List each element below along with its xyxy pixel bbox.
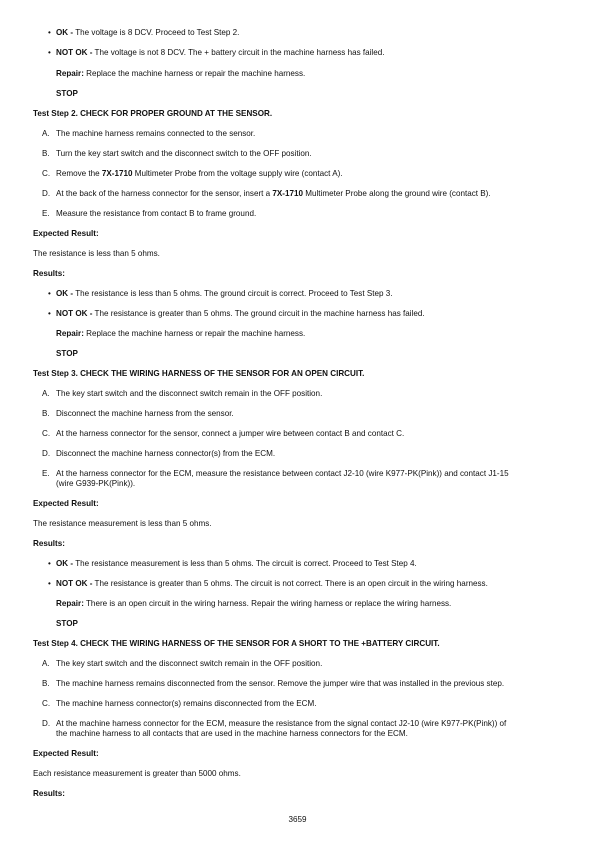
step-text: The machine harness remains disconnected from the sensor. Remove the jumper wire that was installed in the previous step. [56,679,505,688]
step-text: Turn the key start switch and the disconnect switch to the OFF position. [56,149,312,158]
test-step-2-heading: Test Step 2. CHECK FOR PROPER GROUND AT THE SENSOR. [33,109,273,118]
expected-result-label: Expected Result: [33,229,99,238]
expected-result-text: The resistance is less than 5 ohms. [33,249,160,258]
ok-label: OK - [56,289,74,298]
step-marker: D. [42,719,51,728]
notok-label: NOT OK - [56,48,93,57]
step-marker: A. [42,129,50,138]
step-marker: C. [42,169,51,178]
step-marker: B. [42,679,50,688]
step-item [42,449,275,459]
step-item [42,699,316,709]
repair-label: Repair: [56,599,84,608]
step-text: The machine harness connector(s) remains disconnected from the ECM. [56,699,317,708]
step-item [42,209,256,219]
step-item [42,169,343,179]
page-number: 3659 [288,815,307,824]
step-text-part: Multimeter Probe along the ground wire (contact B). [303,189,491,198]
step-marker: D. [42,189,51,198]
step-item [42,149,312,159]
stop-label: STOP [56,619,78,628]
step-text-continued: the machine harness to all contacts that are used in the machine harness connectors for the ECM. [56,729,408,738]
step-text: The key start switch and the disconnect switch remain in the OFF position. [56,659,323,668]
step-marker: A. [42,389,50,398]
results-label: Results: [33,539,65,548]
step-marker: C. [42,429,51,438]
step-marker: B. [42,409,50,418]
repair-label: Repair: [56,69,84,78]
step-text-part: Remove the [56,169,102,178]
step-text: At the harness connector for the ECM, measure the resistance between contact J2-10 (wire K977-PK(Pink)) and contact J1-15 [56,469,509,478]
repair-note [56,329,305,339]
step-marker: E. [42,469,50,478]
results-label: Results: [33,269,65,278]
part-number: 7X-1710 [272,189,304,198]
step-text [42,189,491,198]
step-marker: B. [42,149,50,158]
repair-text: Replace the machine harness or repair the machine harness. [83,329,306,338]
result-ok-voltage [56,28,239,38]
notok-label: NOT OK - [56,309,93,318]
stop-label: STOP [56,349,78,358]
test-step-3-heading: Test Step 3. CHECK THE WIRING HARNESS OF THE SENSOR FOR AN OPEN CIRCUIT. [33,369,365,378]
step-text-part: Multimeter Probe from the voltage supply wire (contact A). [132,169,343,178]
step-marker: D. [42,449,51,458]
ok-text: The voltage is 8 DCV. Proceed to Test Step 2. [73,28,240,37]
expected-result-label: Expected Result: [33,749,99,758]
expected-result-text: Each resistance measurement is greater than 5000 ohms. [33,769,241,778]
repair-note [56,69,305,79]
notok-label: NOT OK - [56,579,93,588]
repair-text: Replace the machine harness or repair the machine harness. [83,69,306,78]
step-text [42,169,343,178]
step-item [42,389,322,399]
step-text-part: At the back of the harness connector for the sensor, insert a [56,189,273,198]
step-item [42,129,255,139]
step-marker: E. [42,209,50,218]
ok-text: The resistance is less than 5 ohms. The ground circuit is correct. Proceed to Test Step 3. [73,289,393,298]
step-item [42,659,322,669]
expected-result-label: Expected Result: [33,499,99,508]
step-marker: C. [42,699,51,708]
expected-result-text: The resistance measurement is less than 5 ohms. [33,519,212,528]
result-ok [56,289,393,299]
notok-text: The resistance is greater than 5 ohms. The circuit is not correct. There is an open circuit in the wiring harness. [92,579,488,588]
repair-note [56,599,451,609]
step-item [42,409,234,419]
step-text: At the harness connector for the sensor, connect a jumper wire between contact B and contact C. [56,429,405,438]
results-label: Results: [33,789,65,798]
result-notok-voltage [56,48,384,58]
test-step-4-heading: Test Step 4. CHECK THE WIRING HARNESS OF THE SENSOR FOR A SHORT TO THE +BATTERY CIRCUIT. [33,639,440,648]
step-text: The machine harness remains connected to the sensor. [56,129,256,138]
step-item [42,469,509,479]
ok-label: OK - [56,559,74,568]
notok-text: The voltage is not 8 DCV. The + battery circuit in the machine harness has failed. [92,48,385,57]
step-text: Measure the resistance from contact B to frame ground. [56,209,257,218]
step-item [42,719,506,729]
part-number: 7X-1710 [101,169,133,178]
step-text: Disconnect the machine harness from the sensor. [56,409,234,418]
stop-label: STOP [56,89,78,98]
step-item [42,189,491,199]
notok-text: The resistance is greater than 5 ohms. The ground circuit in the machine harness has failed. [92,309,425,318]
ok-text: The resistance measurement is less than 5 ohms. The circuit is correct. Proceed to Test Step 4. [73,559,417,568]
result-notok [56,579,488,589]
step-text: At the machine harness connector for the ECM, measure the resistance from the signal contact J2-10 (wire K977-PK(Pink)) of [56,719,507,728]
step-text: Disconnect the machine harness connector(s) from the ECM. [56,449,276,458]
step-text: The key start switch and the disconnect switch remain in the OFF position. [56,389,323,398]
step-text-continued: (wire G939-PK(Pink)). [56,479,136,488]
step-item [42,679,504,689]
repair-label: Repair: [56,329,84,338]
result-ok [56,559,417,569]
step-marker: A. [42,659,50,668]
result-notok [56,309,425,319]
step-item [42,429,404,439]
ok-label: OK - [56,28,74,37]
repair-text: There is an open circuit in the wiring harness. Repair the wiring harness or replace the wiring harness. [83,599,452,608]
